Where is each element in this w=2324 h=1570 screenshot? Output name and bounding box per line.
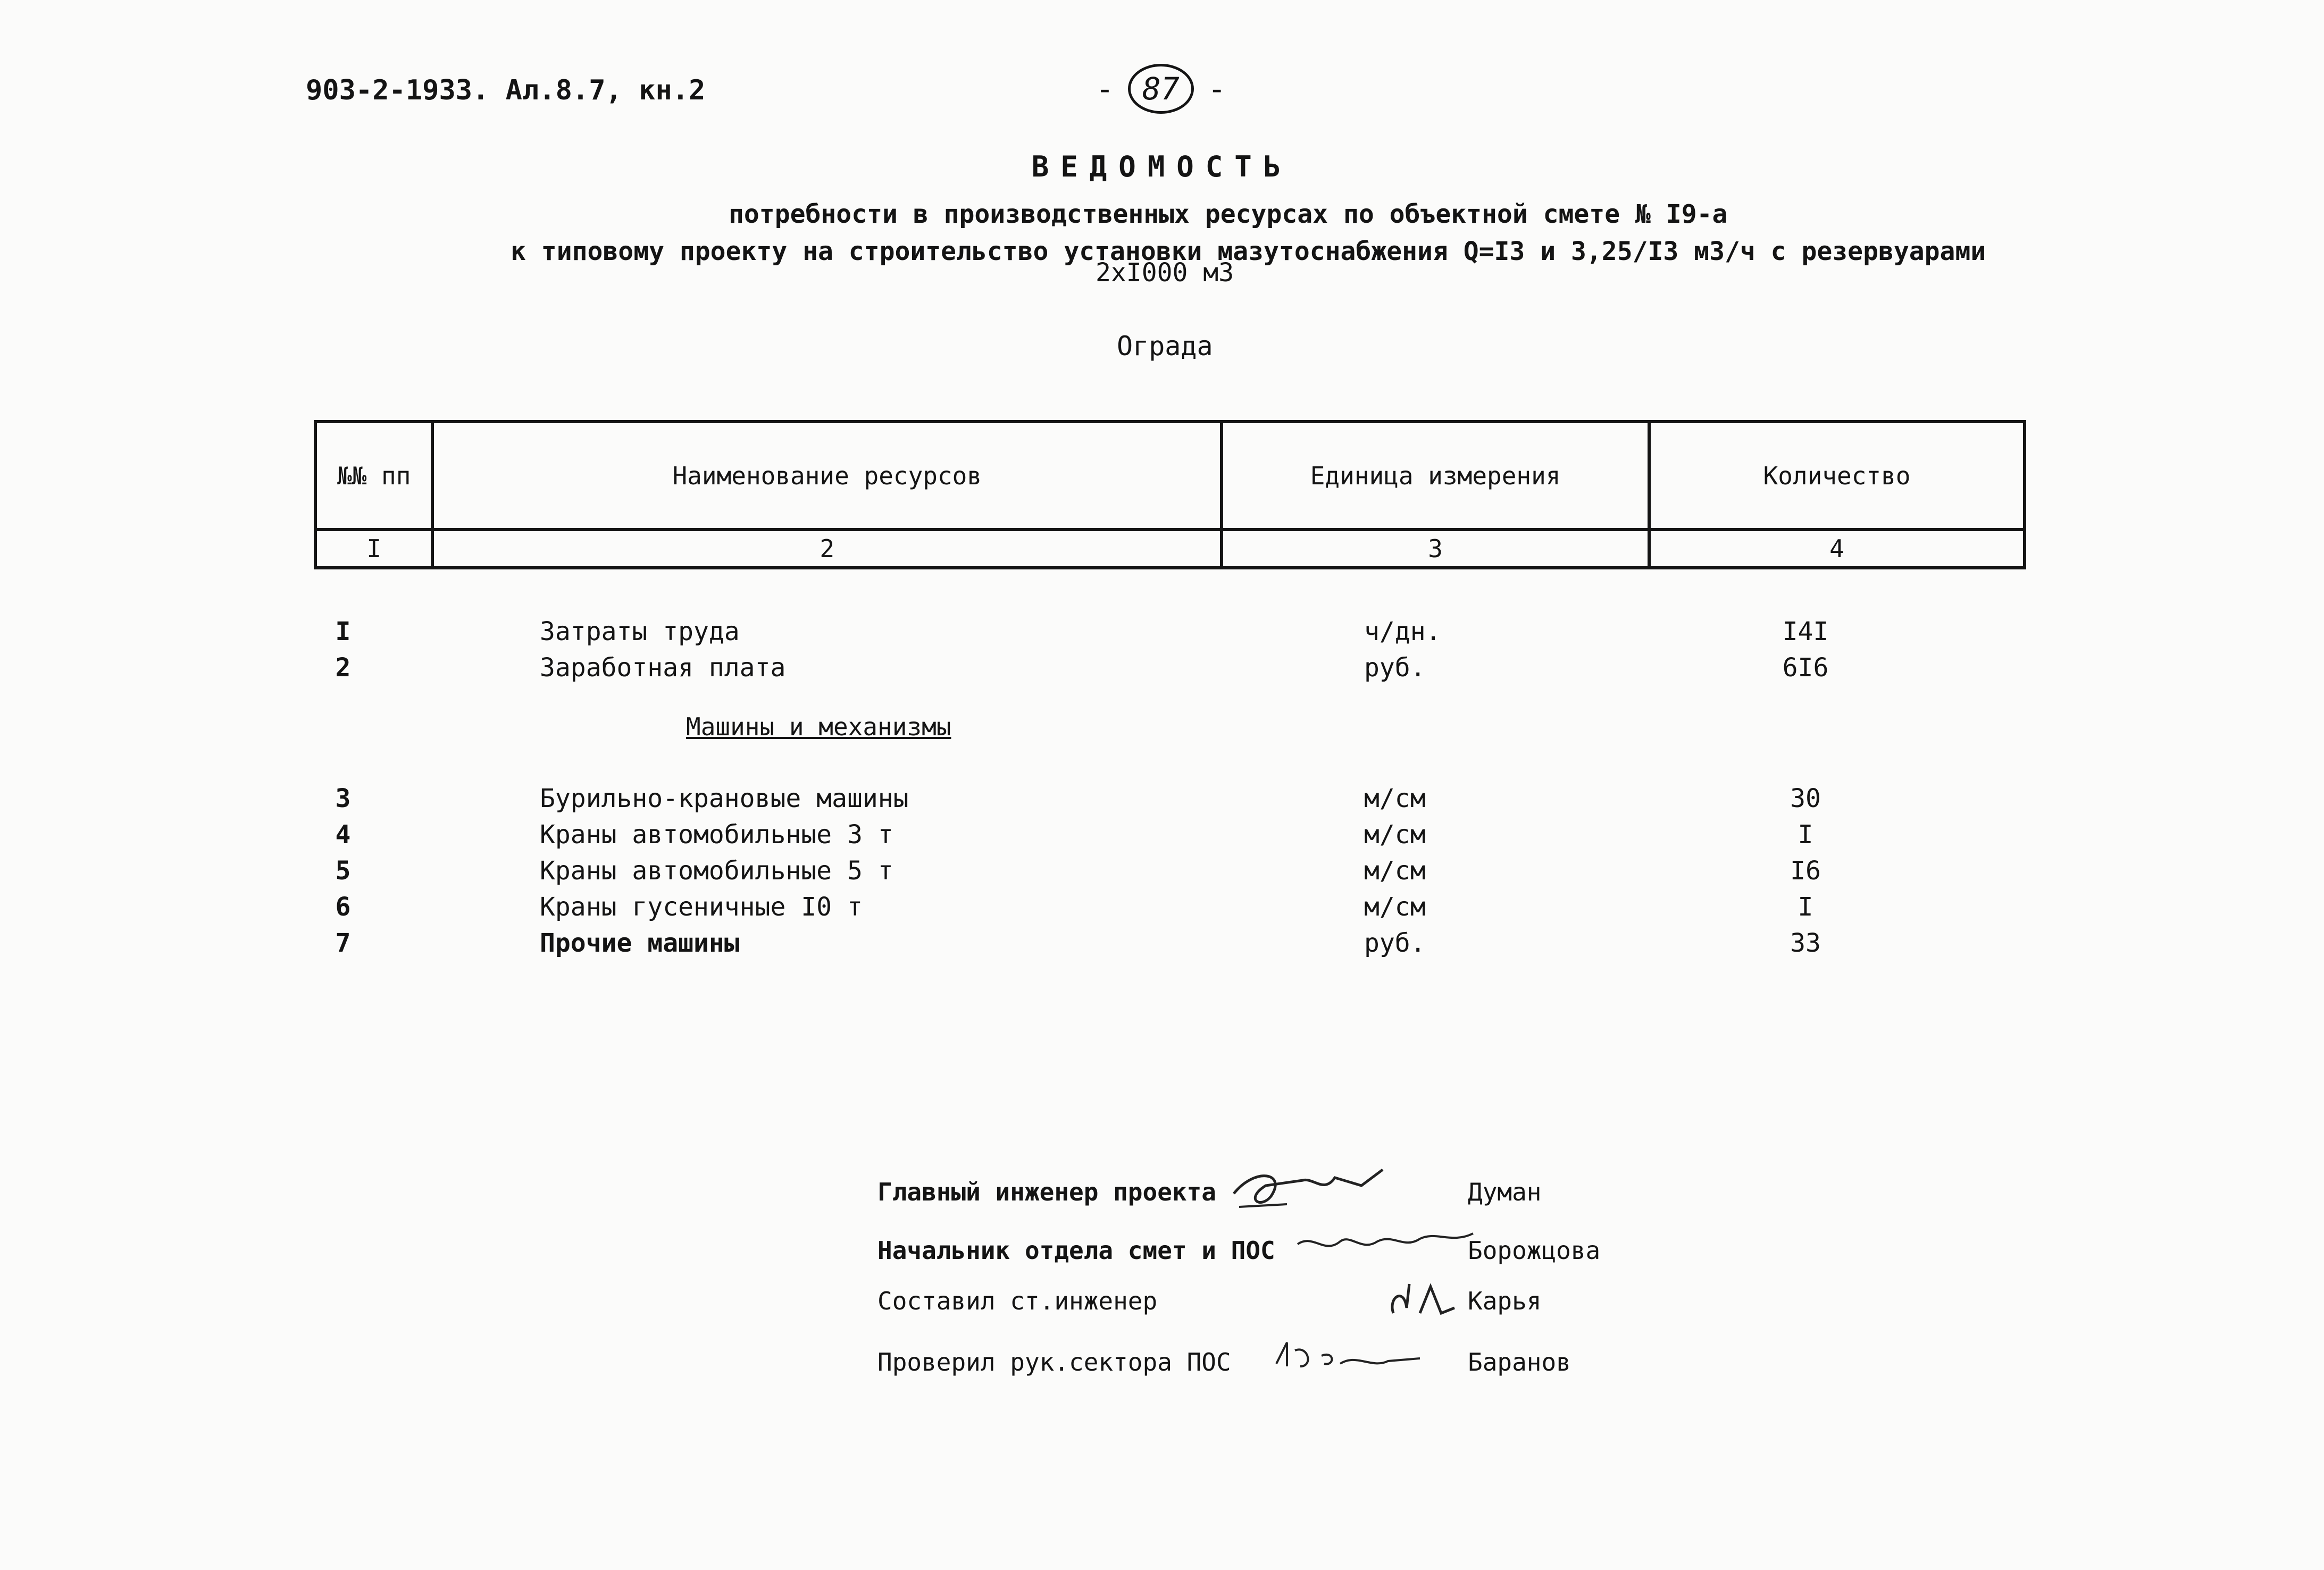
row-resource-name: Заработная плата (540, 653, 786, 683)
row-number: 3 (335, 784, 351, 813)
row-quantity: I4I (1782, 617, 1829, 647)
table-row (0, 617, 2324, 649)
row-unit: ч/дн. (1364, 617, 1441, 647)
signatory-name: Баранов (1468, 1348, 1571, 1376)
signatory-name: Думан (1468, 1178, 1542, 1206)
row-resource-name: Краны гусеничные I0 т (540, 892, 863, 922)
document-title: ВЕДОМОСТЬ (1031, 150, 1293, 183)
signature-role: Составил ст.инженер (877, 1287, 1158, 1315)
row-unit: руб. (1364, 928, 1426, 958)
table-row (0, 928, 2324, 960)
column-number-1: I (315, 530, 432, 568)
table-row (0, 820, 2324, 852)
table-row (0, 784, 2324, 816)
row-resource-name: Затраты труда (540, 617, 740, 647)
signature-role: Проверил рук.сектора ПОС (877, 1348, 1231, 1376)
row-unit: м/см (1364, 784, 1426, 813)
signature-role: Начальник отдела смет и ПОС (877, 1236, 1275, 1265)
row-quantity: 33 (1790, 928, 1821, 958)
row-quantity: I (1798, 820, 1813, 850)
section-title: Ограда (1117, 331, 1213, 362)
document-code: 903-2-1933. Ал.8.7, кн.2 (306, 74, 706, 106)
row-resource-name: Краны автомобильные 5 т (540, 856, 893, 886)
signatory-name: Карья (1468, 1287, 1542, 1315)
signature-line-head-estimates (877, 1236, 1675, 1273)
header-unit: Единица измерения (1222, 422, 1649, 530)
row-number: 6 (335, 892, 351, 922)
subtitle-line-1: потребности в производственных ресурсах по объектной смете № I9-а (729, 199, 1728, 229)
handwritten-signature (1383, 1276, 1462, 1324)
table-row (0, 653, 2324, 685)
signature-line-compiler (877, 1287, 1675, 1324)
handwritten-signature (1223, 1156, 1404, 1215)
row-resource-name: Прочие машины (540, 928, 740, 958)
row-unit: руб. (1364, 653, 1426, 683)
row-number: 2 (335, 653, 351, 683)
header-row (315, 422, 2025, 530)
handwritten-signature (1292, 1223, 1484, 1265)
signature-line-checker (877, 1348, 1675, 1385)
header-quantity: Количество (1649, 422, 2025, 530)
resource-table-header (314, 420, 2026, 569)
signatory-name: Борожцова (1468, 1236, 1601, 1265)
row-number: 4 (335, 820, 351, 850)
row-quantity: 6I6 (1782, 653, 1829, 683)
row-number: 5 (335, 856, 351, 886)
signature-role: Главный инженер проекта (877, 1178, 1216, 1206)
row-number: 7 (335, 928, 351, 958)
row-quantity: I6 (1790, 856, 1821, 886)
page-number-circle: 87 (1128, 64, 1194, 114)
row-quantity: 30 (1790, 784, 1821, 813)
row-unit: м/см (1364, 856, 1426, 886)
table-row (0, 856, 2324, 888)
row-unit: м/см (1364, 892, 1426, 922)
header-resource-name: Наименование ресурсов (432, 422, 1222, 530)
column-number-3: 3 (1222, 530, 1649, 568)
column-number-row (315, 530, 2025, 568)
group-title-machines: Машины и механизмы (686, 712, 951, 741)
row-resource-name: Бурильно-крановые машины (540, 784, 909, 813)
row-quantity: I (1798, 892, 1813, 922)
column-number-2: 2 (432, 530, 1222, 568)
handwritten-signature (1271, 1334, 1425, 1377)
row-number: I (335, 617, 351, 647)
table-row (0, 892, 2324, 924)
page-number: - 87 - (1096, 64, 1226, 114)
subtitle-line-2: к типовому проекту на строительство установки мазутоснабжения Q=I3 и 3,25/I3 м3/ч с резервуарами (511, 237, 1986, 266)
row-unit: м/см (1364, 820, 1426, 850)
subtitle-line-3: 2хI000 м3 (1096, 258, 1234, 288)
signature-line-chief-engineer (877, 1178, 1675, 1215)
header-number: №№ пп (315, 422, 432, 530)
row-resource-name: Краны автомобильные 3 т (540, 820, 893, 850)
column-number-4: 4 (1649, 530, 2025, 568)
